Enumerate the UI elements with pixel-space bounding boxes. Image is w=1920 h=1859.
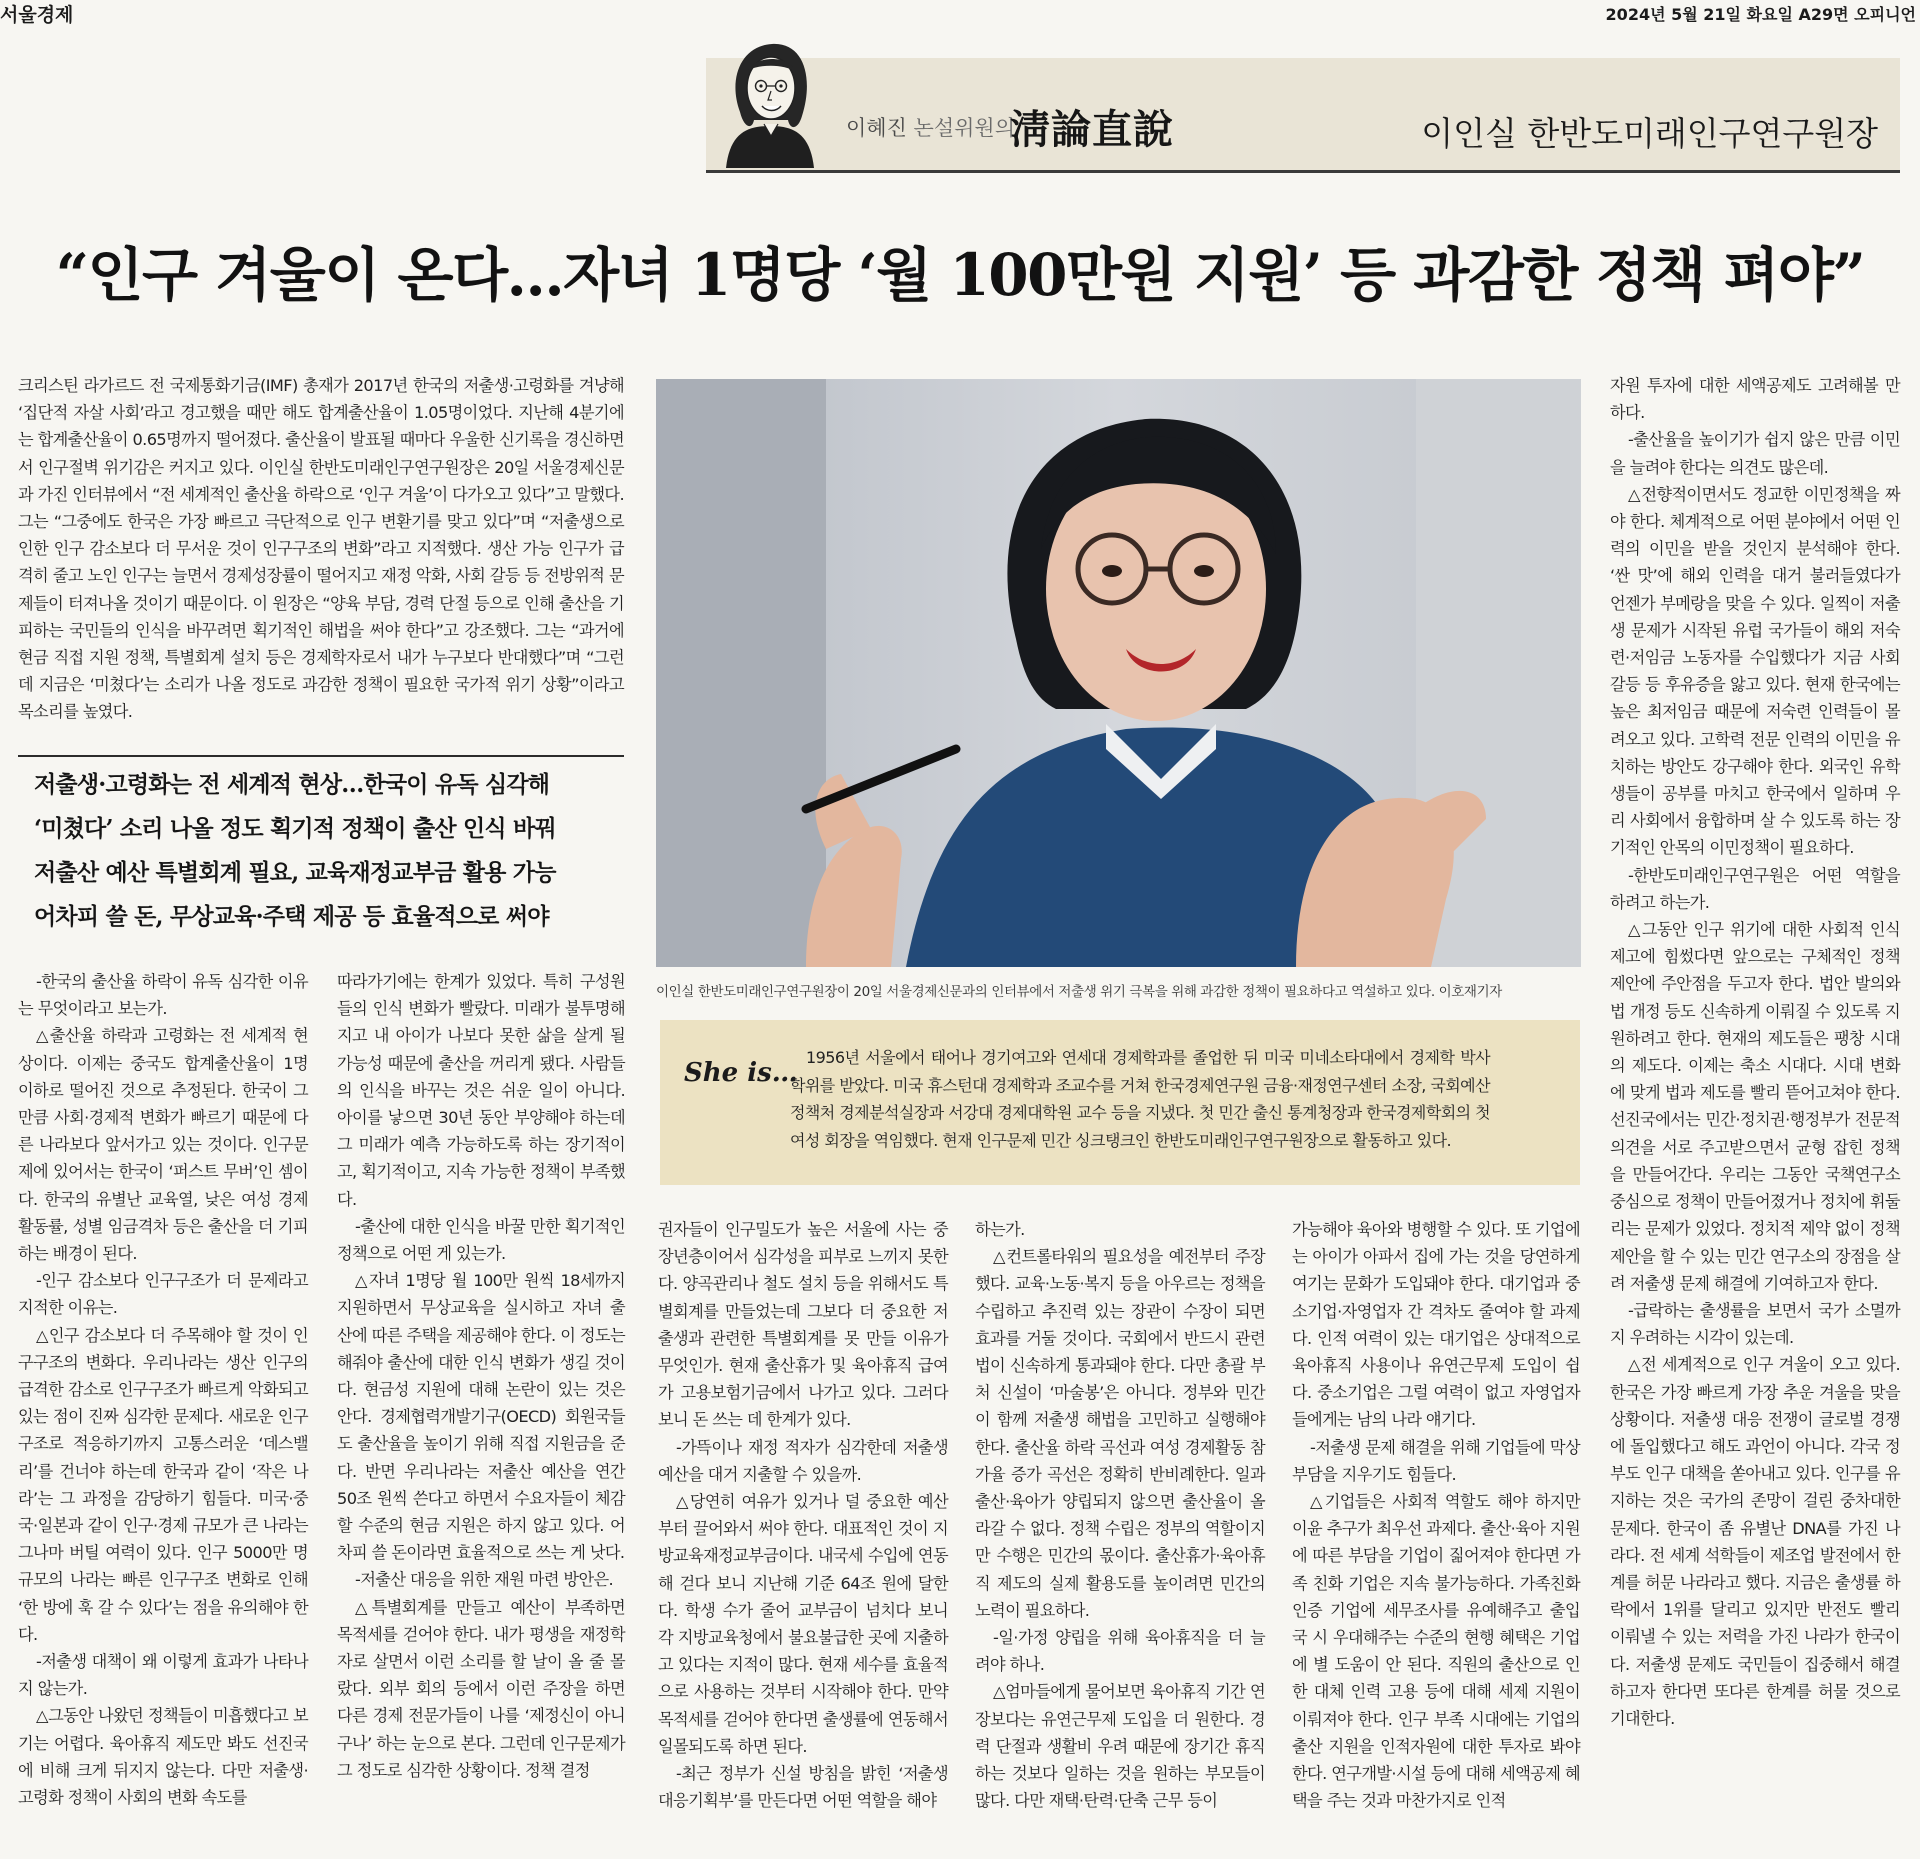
body-paragraph: 하는가. <box>975 1220 1025 1239</box>
body-paragraph: △특별회계를 만들고 예산이 부족하면 목적세를 걷어야 한다. 내가 평생을 재정학자로 살면서 이런 소리를 할 날이 올 줄 몰랐다. 외부 회의 등에서 이런 주장을 하면 다른 경제 전문가들이 나를 ‘제정신이 아니구나’ 하는 눈으로 본다. 그런데 인구문제가 그 정도로 심각한 상황이다. 정책 결정 <box>337 1597 625 1780</box>
body-paragraph: -저출생 대책이 왜 이렇게 효과가 나타나지 않는가. <box>18 1652 308 1699</box>
body-column-5 <box>1292 1216 1580 1814</box>
body-paragraph: △전 세계적으로 인구 겨울이 오고 있다. 한국은 가장 빠르게 가장 추운 겨울을 맞을 상황이다. 저출생 대응 전쟁이 글로벌 경쟁에 돌입했다고 해도 과언이 아니다. 각국 정부도 인구 대책을 쏟아내고 있다. 인구를 유지하는 것은 국가의 존망이 걸린 중차대한 문제다. 한국이 좀 유별난 DNA를 가진 나라다. 전 세계 석학들이 제조업 발전에서 한계를 허문 나라라고 했다. 지금은 출생률 하락에서 1위를 달리고 있지만 반전도 빨리 이뤄낼 수 있는 저력을 가진 나라가 한국이다. 저출생 문제도 국민들이 집중해서 해결하고자 한다면 또다른 한계를 허물 것으로 기대한다. <box>1610 1355 1900 1728</box>
writer-portrait-sketch <box>710 36 830 168</box>
banner-writer-title: 논설위원의 <box>913 116 1015 140</box>
deck-line: 어차피 쓸 돈, 무상교육·주택 제공 등 효율적으로 써야 <box>34 903 549 930</box>
body-paragraph: -저출생 문제 해결을 위해 기업들에 막상 부담을 지우기도 힘들다. <box>1292 1437 1580 1484</box>
masthead-paper-name: 서울경제 <box>0 4 74 26</box>
body-paragraph: △기업들은 사회적 역할도 해야 하지만 이윤 추구가 최우선 과제다. 출산·육아 지원에 따른 부담을 기업이 짊어져야 한다면 가족 친화 기업은 지속 불가능하다. 가족친화 인증 기업에 세무조사를 유예해주고 출입국 시 우대해주는 수준의 현행 혜택은 기업에 별 도움이 안 된다. 직원의 출산으로 인한 대체 인력 고용 등에 대해 세제 지원이 이뤄져야 한다. 인구 부족 시대에는 기업의 출산 지원을 인적자원에 대한 투자로 봐야 한다. 연구개발·시설 등에 대해 세액공제 혜택을 주는 것과 마찬가지로 인적 <box>1292 1492 1580 1811</box>
body-paragraph: -일·가정 양립을 위해 육아휴직을 더 늘려야 하나. <box>975 1628 1265 1675</box>
banner-writer-name: 이혜진 <box>846 116 907 140</box>
body-column-1 <box>18 968 308 1811</box>
body-paragraph: △전향적이면서도 정교한 이민정책을 짜야 한다. 체계적으로 어떤 분야에서 어떤 인력의 이민을 받을 것인지 분석해야 한다. ‘싼 맛’에 해외 인력을 대거 불러들였다가 언젠가 부메랑을 맞을 수 있다. 일찍이 저출생 문제가 시작된 유럽 국가들이 해외 저숙련·저임금 노동자를 수입했다가 지금 사회 갈등 등 후유증을 앓고 있다. 현재 한국에는 높은 최저임금 때문에 저숙련 인력들이 몰려오고 있다. 고학력 전문 인력의 이민을 유치하는 방안도 강구해야 한다. 외국인 유학생들이 공부를 마치고 한국에서 일하며 우리 사회에서 융합하며 살 수 있도록 하는 장기적인 안목의 이민정책이 필요하다. <box>1610 484 1900 858</box>
deck-line: 저출생·고령화는 전 세계적 현상…한국이 유독 심각해 <box>34 771 550 798</box>
body-paragraph: △자녀 1명당 월 100만 원씩 18세까지 지원하면서 무상교육을 실시하고 자녀 출산에 따른 주택을 제공해야 한다. 이 정도는 해줘야 출산에 대한 인식 변화가 생길 것이다. 현금성 지원에 대해 논란이 있는 것은 안다. 경제협력개발기구(OECD) 회원국들도 출산율을 높이기 위해 직접 지원금을 준다. 반면 우리나라는 저출산 예산을 연간 50조 원씩 쓴다고 하면서 수요자들이 체감할 수준의 현금 지원은 하지 않고 있다. 어차피 쓸 돈이라면 효율적으로 쓰는 게 낫다. <box>337 1271 625 1563</box>
body-paragraph: △컨트롤타워의 필요성을 예전부터 주장했다. 교육·노동·복지 등을 아우르는 정책을 수립하고 추진력 있는 장관이 수장이 되면 효과를 거둘 것이다. 국회에서 반드시 관련 법이 신속하게 통과돼야 한다. 다만 총괄 부처 신설이 ‘마술봉’은 아니다. 정부와 민간이 함께 저출생 해법을 고민하고 실행해야 한다. 출산율 하락 곡선과 여성 경제활동 참가율 증가 곡선은 정확히 반비례한다. 일과 출산·육아가 양립되지 않으면 출산율이 올라갈 수 없다. 정책 수립은 정부의 역할이지만 수행은 민간의 몫이다. 출산휴가·육아휴직 제도의 실제 활용도를 높이려면 민간의 노력이 필요하다. <box>975 1247 1265 1620</box>
body-paragraph: 자원 투자에 대한 세액공제도 고려해볼 만하다. <box>1610 376 1900 423</box>
body-paragraph: △그동안 나왔던 정책들이 미흡했다고 보기는 어렵다. 육아휴직 제도만 봐도 선진국에 비해 크게 뒤지지 않는다. 다만 저출생·고령화 정책이 사회의 변화 속도를 <box>18 1706 308 1808</box>
body-paragraph: 가능해야 육아와 병행할 수 있다. 또 기업에는 아이가 아파서 집에 가는 것을 당연하게 여기는 문화가 도입돼야 한다. 대기업과 중소기업·자영업자 간 격차도 줄여야 할 과제다. 인적 여력이 있는 대기업은 상대적으로 육아휴직 사용이나 유연근무제 도입이 쉽다. 중소기업은 그럴 여력이 없고 자영업자들에게는 남의 나라 얘기다. <box>1292 1220 1580 1430</box>
body-paragraph: -출산에 대한 인식을 바꿀 만한 획기적인 정책으로 어떤 게 있는가. <box>337 1216 625 1264</box>
body-paragraph: 따라가기에는 한계가 있었다. 특히 구성원들의 인식 변화가 빨랐다. 미래가 불투명해지고 내 아이가 나보다 못한 삶을 살게 될 가능성 때문에 출산을 꺼리게 됐다. 사람들의 인식을 바꾸는 것은 쉬운 일이 아니다. 아이를 낳으면 30년 동안 부양해야 하는데 그 미래가 예측 가능하도록 하는 장기적이고, 획기적이고, 지속 가능한 정책이 부족했다. <box>337 972 625 1209</box>
body-column-2 <box>337 968 625 1784</box>
interviewee-name: 이인실 한반도미래인구연구원장 <box>1421 114 1878 153</box>
body-paragraph: △인구 감소보다 더 주목해야 할 것이 인구구조의 변화다. 우리나라는 생산 인구의 급격한 감소로 인구구조가 빠르게 악화되고 있는 점이 진짜 심각한 문제다. 새로운 인구구조로 적응하기까지 고통스러운 ‘데스밸리’를 건너야 하는데 한국과 같이 ‘작은 나라’는 그 과정을 감당하기 힘들다. 미국·중국·일본과 같이 인구·경제 규모가 큰 나라는 그나마 버틸 여력이 있다. 인구 5000만 명 규모의 나라는 빠른 인구구조 변화로 인해 ‘한 방에 훅 갈 수 있다’는 점을 유의해야 한다. <box>18 1325 308 1644</box>
column-name: 淸論直說 <box>1010 106 1174 153</box>
body-paragraph: -저출산 대응을 위한 재원 마련 방안은. <box>355 1570 614 1590</box>
interview-photo <box>656 379 1581 967</box>
column-banner <box>706 58 1900 173</box>
banner-writer <box>846 112 1015 142</box>
headline: “인구 겨울이 온다…자녀 1명당 ‘월 100만원 지원’ 등 과감한 정책 펴야” <box>55 241 1865 309</box>
interview-photo-illustration <box>656 379 1581 967</box>
profile-text: 1956년 서울에서 태어나 경기여고와 연세대 경제학과를 졸업한 뒤 미국 미네소타대에서 경제학 박사 학위를 받았다. 미국 휴스턴대 경제학과 조교수를 거쳐 한국경제연구원 금융·재정연구센터 소장, 국회예산정책처 경제분석실장과 서강대 경제대학원 교수 등을 지냈다. 첫 민간 출신 통계청장과 한국경제학회의 첫 여성 회장을 역임했다. 현재 인구문제 민간 싱크탱크인 한반도미래인구연구원장으로 활동하고 있다. <box>790 1048 1490 1150</box>
masthead-issue-info: 2024년 5월 21일 화요일 A29면 오피니언 <box>1605 5 1916 24</box>
profile-label: She is… <box>684 1058 798 1088</box>
deck-line: ‘미쳤다’ 소리 나올 정도 획기적 정책이 출산 인식 바꿔 <box>34 815 556 842</box>
body-paragraph: -가뜩이나 재정 적자가 심각한데 저출생 예산을 대거 지출할 수 있을까. <box>658 1437 948 1484</box>
profile-box <box>660 1020 1580 1185</box>
body-column-4 <box>975 1216 1265 1814</box>
body-paragraph: △엄마들에게 물어보면 육아휴직 기간 연장보다는 유연근무제 도입을 더 원한다. 경력 단절과 생활비 우려 때문에 장기간 휴직하는 것보다 일하는 것을 원하는 부모들이 많다. 다만 재택·탄력·단축 근무 등이 <box>975 1682 1265 1811</box>
body-column-6 <box>1610 372 1900 1732</box>
body-paragraph: -인구 감소보다 인구구조가 더 문제라고 지적한 이유는. <box>18 1271 308 1318</box>
body-paragraph: -한반도미래인구연구원은 어떤 역할을 하려고 하는가. <box>1610 865 1900 912</box>
body-paragraph: -출산율을 높이기가 쉽지 않은 만큼 이민을 늘려야 한다는 의견도 많은데. <box>1610 430 1900 477</box>
body-column-3 <box>658 1216 948 1814</box>
lead-paragraph <box>18 372 624 726</box>
body-paragraph: △당연히 여유가 있거나 덜 중요한 예산부터 끌어와서 써야 한다. 대표적인 것이 지방교육재정교부금이다. 내국세 수입에 연동해 걷다 보니 지난해 기준 64조 원에 달한다. 학생 수가 줄어 교부금이 넘치다 보니 각 지방교육청에서 불요불급한 곳에 지출하고 있다는 지적이 많다. 현재 세수를 효율적으로 사용하는 것부터 시작해야 한다. 만약 목적세를 걷어야 한다면 출생률에 연동해서 일몰되도록 하면 된다. <box>658 1492 948 1756</box>
body-paragraph: -최근 정부가 신설 방침을 밝힌 ‘저출생대응기획부’를 만든다면 어떤 역할을 해야 <box>658 1764 948 1811</box>
photo-caption: 이인실 한반도미래인구연구원장이 20일 서울경제신문과의 인터뷰에서 저출생 위기 극복을 위해 과감한 정책이 필요하다고 역설하고 있다. 이호재기자 <box>656 984 1502 1000</box>
body-paragraph: 권자들이 인구밀도가 높은 서울에 사는 중장년층이어서 심각성을 피부로 느끼지 못한다. 양곡관리나 철도 설치 등을 위해서도 특별회계를 만들었는데 그보다 더 중요한 저출생과 관련한 특별회계를 못 만들 이유가 무엇인가. 현재 출산휴가 및 육아휴직 급여가 고용보험기금에서 나가고 있다. 그러다 보니 돈 쓰는 데 한계가 있다. <box>658 1220 948 1430</box>
body-paragraph: △그동안 인구 위기에 대한 사회적 인식 제고에 힘썼다면 앞으로는 구체적인 정책 제안에 주안점을 두고자 한다. 법안 발의와 법 개정 등도 신속하게 이뤄질 수 있도록 지원하려고 한다. 현재의 제도들은 팽창 시대의 제도다. 이제는 축소 시대다. 시대 변화에 맞게 법과 제도를 빨리 뜯어고쳐야 한다. 선진국에서는 민간·정치권·행정부가 전문적 의견을 서로 주고받으면서 균형 잡힌 정책을 만들어간다. 우리는 그동안 국책연구소 중심으로 정책이 만들어졌거나 정치에 휘둘리는 문제가 있었다. 정치적 제약 없이 정책 제안을 할 수 있는 민간 연구소의 장점을 살려 저출생 문제 해결에 기여하고자 한다. <box>1610 920 1900 1293</box>
body-paragraph: -급락하는 출생률을 보면서 국가 소멸까지 우려하는 시각이 있는데. <box>1610 1300 1900 1348</box>
lead-text: 크리스틴 라가르드 전 국제통화기금(IMF) 총재가 2017년 한국의 저출생·고령화를 겨냥해 ‘집단적 자살 사회’라고 경고했을 때만 해도 합계출산율이 1.05명이었다. 지난해 4분기에는 합계출산율이 0.65명까지 떨어졌다. 출산율이 발표될 때마다 우울한 신기록을 경신하면서 인구절벽 위기감은 커지고 있다. 이인실 한반도미래인구연구원장은 20일 서울경제신문과 가진 인터뷰에서 “전 세계적인 출산율 하락으로 ‘인구 겨울’이 다가오고 있다”고 말했다. 그는 “그중에도 한국은 가장 빠르고 극단적으로 인구 변환기를 맞고 있다”며 “저출생으로 인한 인구 감소보다 더 무서운 것이 인구구조의 변화”라고 지적했다. 생산 가능 인구가 급격히 줄고 노인 인구는 늘면서 경제성장률이 떨어지고 재정 악화, 사회 갈등 등 전방위적 문제들이 터져나올 것이기 때문이다. 이 원장은 “양육 부담, 경력 단절 등으로 인해 출산을 기피하는 국민들의 인식을 바꾸려면 획기적인 해법을 써야 한다”고 강조했다. 그는 “과거에 현금 직접 지원 정책, 특별회계 설치 등은 경제학자로서 내가 누구보다 반대했다”며 “그런데 지금은 ‘미쳤다’는 소리가 나올 정도로 과감한 정책이 필요한 국가적 위기 상황”이라고 목소리를 높였다. <box>18 376 624 722</box>
subheadline-deck <box>18 755 624 939</box>
body-paragraph: -한국의 출산율 하락이 유독 심각한 이유는 무엇이라고 보는가. <box>18 972 308 1019</box>
deck-line: 저출산 예산 특별회계 필요, 교육재정교부금 활용 가능 <box>34 859 556 886</box>
body-paragraph: △출산율 하락과 고령화는 전 세계적 현상이다. 이제는 중국도 합계출산율이 1명 이하로 떨어진 것으로 추정된다. 한국이 그만큼 사회·경제적 변화가 빠르기 때문에 다른 나라보다 앞서가고 있는 것이다. 인구문제에 있어서는 한국이 ‘퍼스트 무버’인 셈이다. 한국의 유별난 교육열, 낮은 여성 경제활동률, 성별 임금격차 등은 출산을 더 기피하는 배경이 된다. <box>18 1026 308 1264</box>
